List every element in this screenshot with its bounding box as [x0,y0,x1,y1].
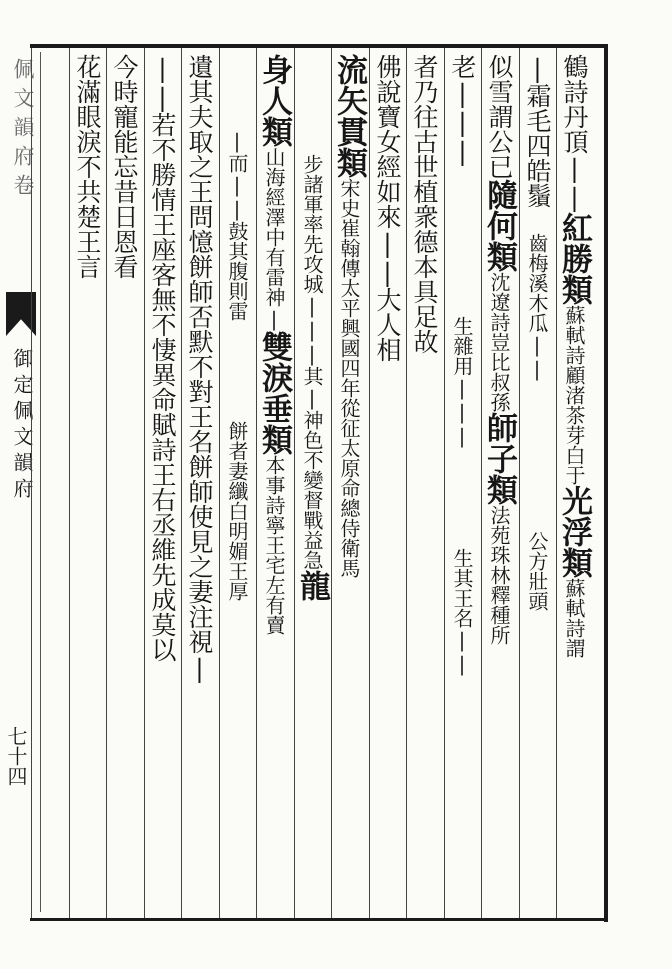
text-column [110,54,146,914]
annotation-text: 山海經澤中有雷神| [262,147,286,331]
body-text: 遺其夫取之王問憶餅師否默不對王名餅師使見之妻注視| [185,54,214,683]
text-column [373,54,409,914]
body-text: 老||| [448,54,477,166]
frame-top-border [30,44,608,48]
annotation-text: 公方壯頭 [525,531,549,611]
body-text [523,381,552,531]
text-column [481,54,521,914]
annotation-text: 宋史崔翰傳太平興國四年從征太原命總侍衛馬 [337,178,361,578]
body-text [223,321,252,421]
text-column [185,54,221,914]
body-text [523,208,552,233]
text-column [331,54,371,914]
headword: 身人類 [256,54,292,147]
body-text [448,166,477,316]
body-text [298,54,327,154]
frame-bottom-border [30,918,608,921]
annotation-text: 蘇軾詩謂 [562,578,586,658]
body-text: 者乃往古世植衆德本具足故 [410,54,439,354]
headword: 隨何類 [481,179,517,272]
margin-book-title: 御定佩文韻府 [10,348,34,504]
page-number: 七十四 [4,726,28,786]
body-text: 花滿眼淚不共楚王言 [73,54,102,279]
body-text: 佛說寶女經如來||大人相 [373,54,402,362]
text-column [410,54,446,914]
frame-right-border [604,44,608,922]
annotation-text: 餅者妻纖白明媚王厚 [225,421,249,601]
annotation-text: 沈遼詩豈比叔孫 [487,272,511,412]
annotation-text: 蘇軾詩顧渚茶芽白于 [562,305,586,485]
headword: 師子類 [481,412,517,505]
body-text [223,54,252,129]
annotation-text: 生雜用||| [450,316,474,448]
headword: 類 [556,274,592,305]
text-column [223,54,259,914]
text-column [73,54,109,914]
margin-upper-text: 佩文韻府卷 [11,58,35,203]
text-column [556,54,596,914]
headword: 勝 [556,243,592,274]
annotation-text: 步諸軍率先攻城|||其|神色不變督戰益急 [300,154,324,570]
annotation-text: 生其王名|| [450,548,474,676]
text-column [523,54,559,914]
annotation-text: 齒梅溪木瓜|| [525,233,549,381]
annotation-text: 法苑珠林釋種所 [487,505,511,645]
headword: 龍 [294,570,330,601]
headword: 紅 [556,212,592,243]
text-column [448,54,484,914]
headword: 流矢貫類 [331,54,367,178]
body-text: 今時寵能忘昔日恩看 [110,54,139,279]
body-text [448,448,477,548]
column-rule [31,48,32,918]
headword: 雙淚垂類 [256,331,292,455]
text-column [294,54,334,914]
body-text: 似雪謂公已 [485,54,514,179]
body-text: |霜毛四皓鬚 [523,54,552,208]
annotation-text: |而||鼓其腹則雷 [225,129,249,321]
body-text: ||若不勝情王座客無不悽異命賦詩王右丞維先成莫以 [148,54,177,662]
headword: 光浮類 [556,485,592,578]
text-column [256,54,296,914]
text-column [148,54,184,914]
body-text: 鶴詩丹頂|| [560,54,589,212]
annotation-text: 本事詩寧王宅左有賣 [262,455,286,635]
